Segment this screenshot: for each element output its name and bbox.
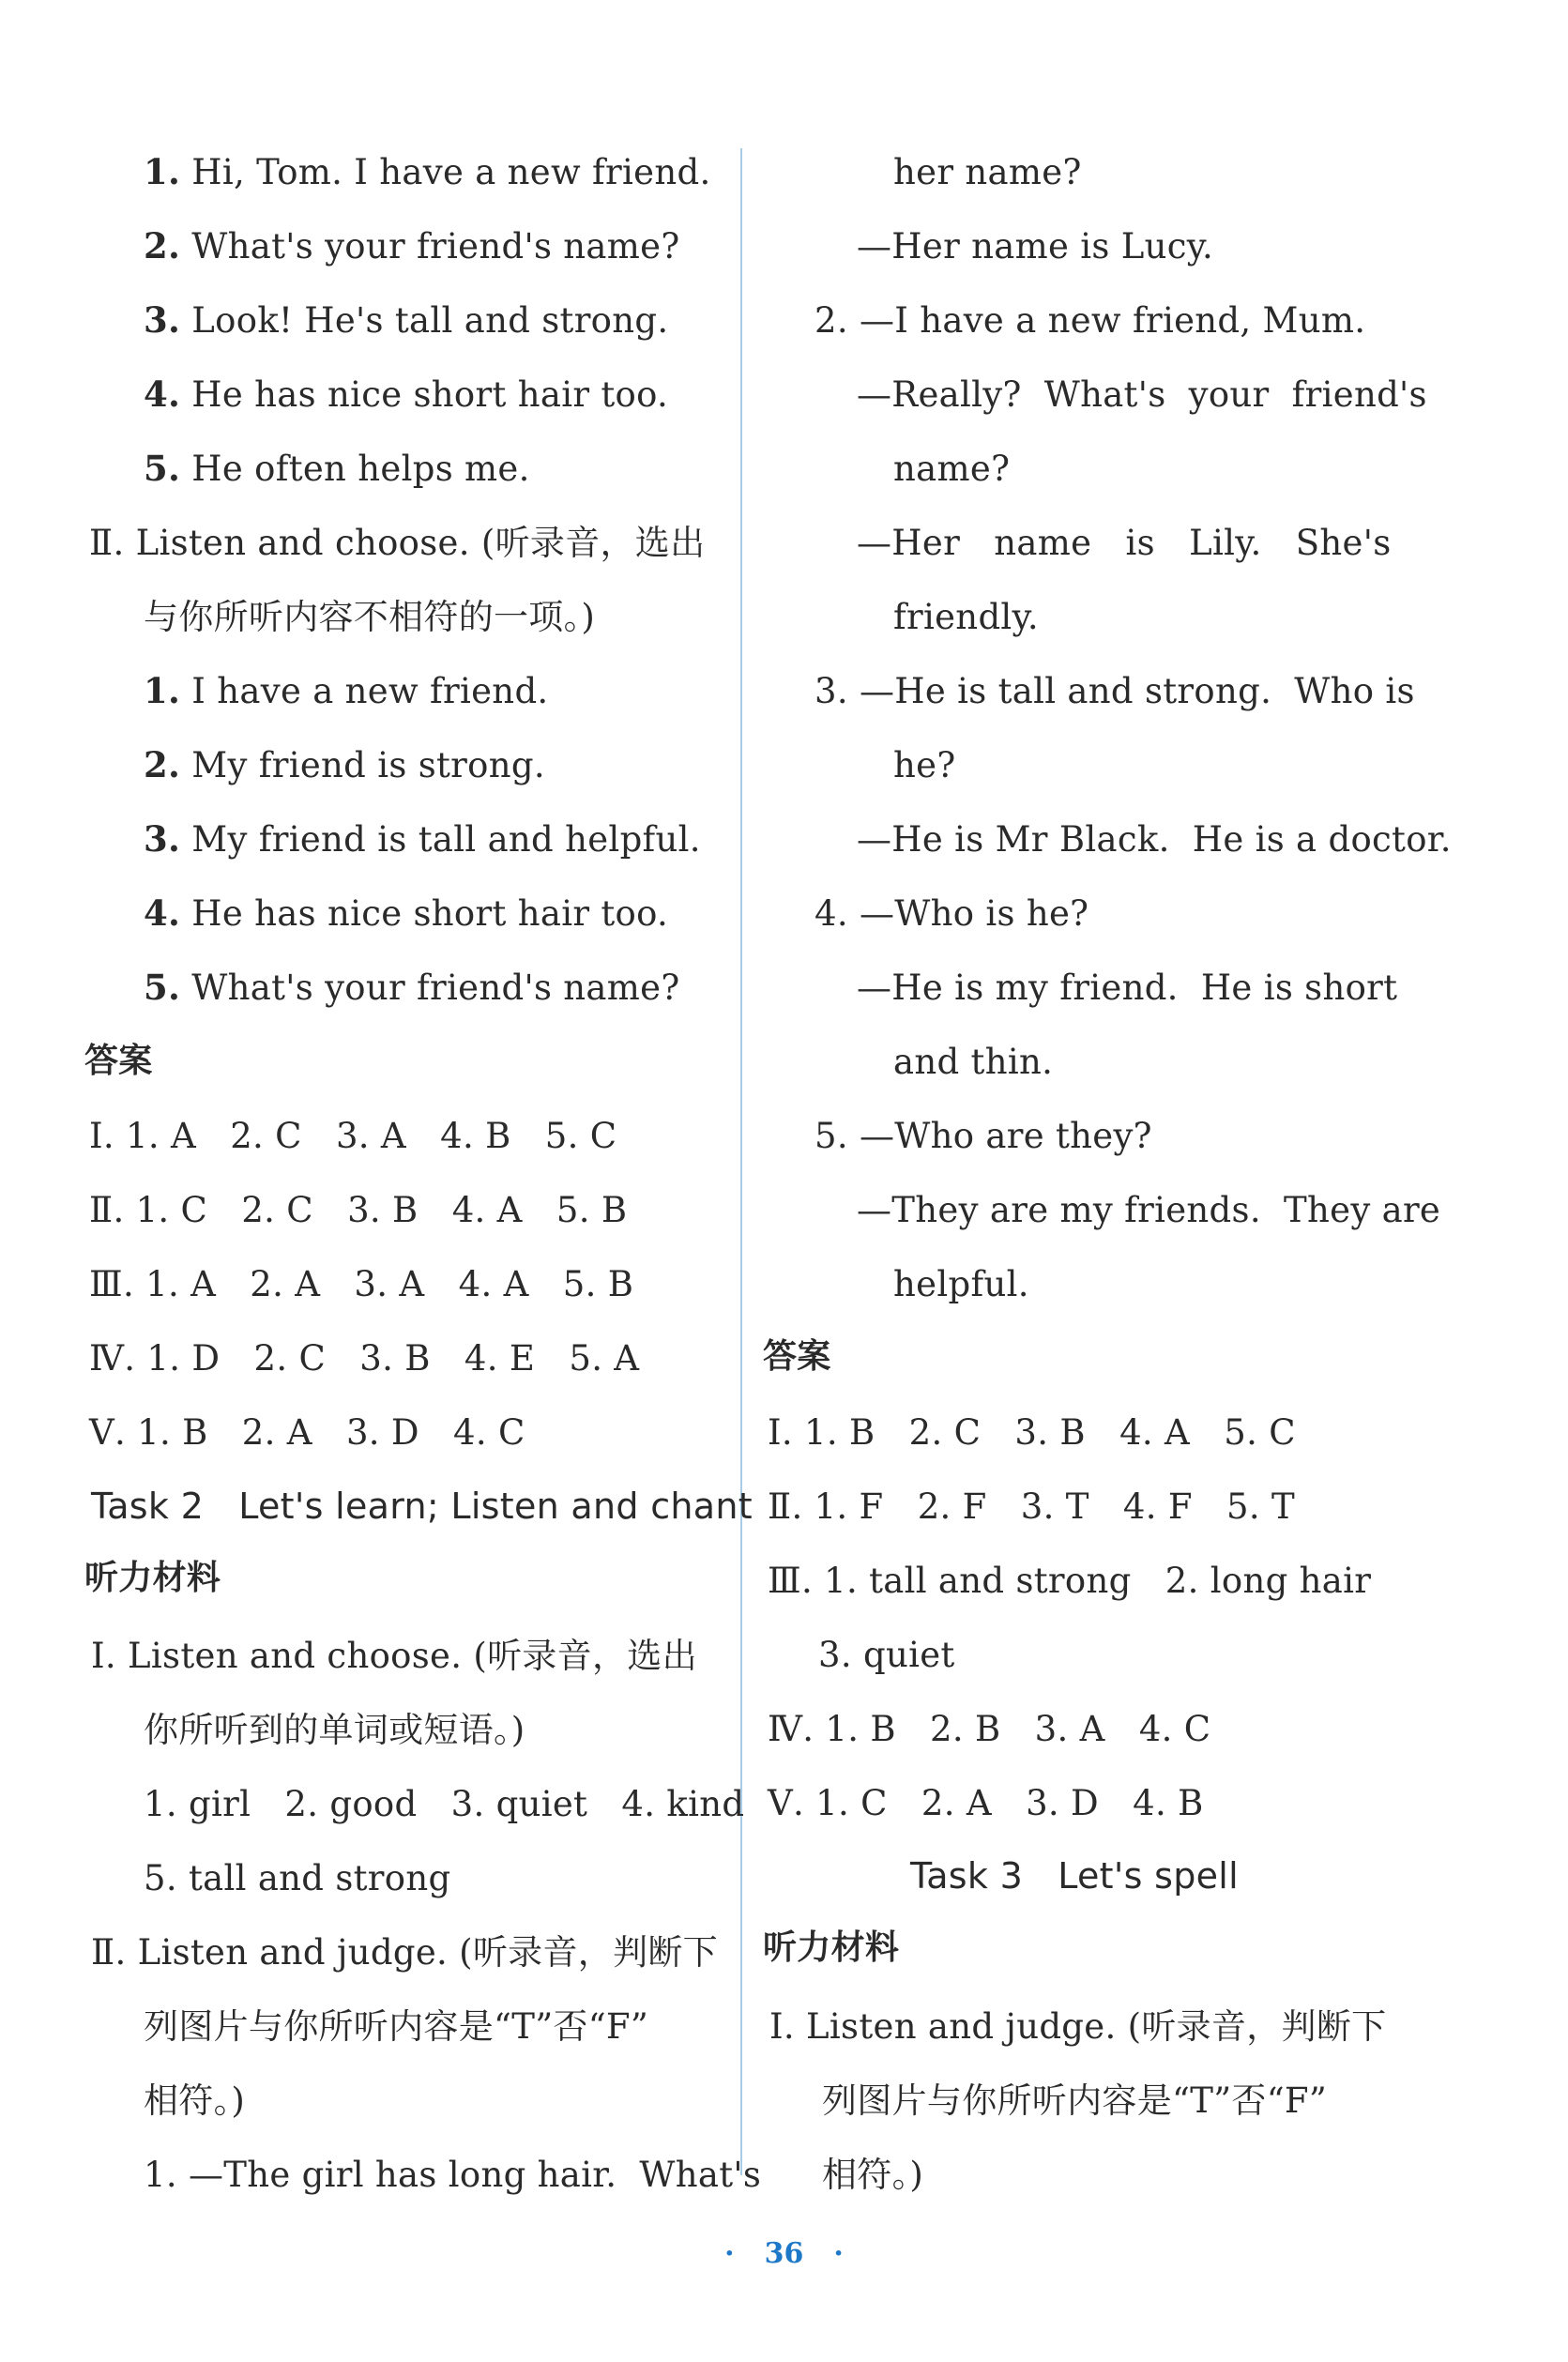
task-title: Task 2 Let's learn; Listen and chant [91,1486,753,1527]
answer-row: Ⅳ. 1. D 2. C 3. B 4. E 5. A [89,1338,640,1379]
footer-dot-right: · [833,2237,844,2270]
dialogue-line: 5. —Who are they? [814,1116,1152,1156]
section-title-continued: 列图片与你所听内容是“T”否“F” [822,2080,1328,2121]
answer-row: Ⅳ. 1. B 2. B 3. A 4. C [768,1709,1211,1749]
dialogue-line: —Her name is Lucy. [857,226,1214,267]
dialogue-line: —Her name is Lily. She's [857,523,1392,563]
dialogue-line: 3. —He is tall and strong. Who is [814,671,1415,711]
answer-row: Ⅱ. 1. F 2. F 3. T 4. F 5. T [768,1486,1295,1527]
listening-heading: 听力材料 [84,1559,221,1597]
section-title: Ⅰ. Listen and judge. (听录音，判断下 [769,2006,1387,2047]
dialogue-line: —Really? What's your friend's [857,374,1427,415]
section-title-continued: 相符。) [144,2080,246,2121]
list-item: 5. He often helps me. [144,448,530,489]
dialogue-line: 2. —I have a new friend, Mum. [814,300,1366,341]
section-title-continued: 相符。) [822,2155,924,2195]
list-item: 3. My friend is tall and helpful. [144,818,701,860]
dialogue-line: and thin. [893,1042,1054,1082]
dialogue-line: —They are my friends. They are [857,1190,1441,1230]
dialogue-line: he? [893,745,956,785]
list-item: 4. He has nice short hair too. [144,373,669,415]
answer-heading: 答案 [84,1042,153,1080]
list-item: 2. What's your friend's name? [144,225,680,267]
dialogue-line: helpful. [893,1264,1029,1304]
section-title: Ⅱ. Listen and judge. (听录音，判断下 [91,1932,718,1973]
list-item: 2. My friend is strong. [144,744,545,785]
answer-row: Ⅴ. 1. B 2. A 3. D 4. C [89,1412,525,1453]
dialogue-line: 4. —Who is he? [814,893,1089,934]
word-list: 1. girl 2. good 3. quiet 4. kind [144,1784,745,1824]
answer-row: Ⅴ. 1. C 2. A 3. D 4. B [768,1783,1204,1823]
section-title-continued: 与你所听内容不相符的一项。) [144,597,596,637]
dialogue-line: —He is Mr Black. He is a doctor. [857,819,1452,860]
dialogue-line: her name? [893,152,1082,192]
section-title: Ⅰ. Listen and choose. (听录音，选出 [91,1636,697,1676]
answer-row: Ⅲ. 1. A 2. A 3. A 4. A 5. B [89,1264,634,1304]
column-divider [740,148,742,2175]
answer-row: Ⅰ. 1. A 2. C 3. A 4. B 5. C [89,1116,617,1156]
dialogue-line: name? [893,449,1011,489]
list-item: 5. What's your friend's name? [144,967,680,1008]
answer-heading: 答案 [763,1337,831,1376]
listening-heading: 听力材料 [763,1928,900,1967]
task-title: Task 3 Let's spell [910,1855,1240,1897]
answer-row: 3. quiet [818,1635,955,1675]
page-footer [0,2237,1568,2270]
section-title: Ⅱ. Listen and choose. (听录音，选出 [89,523,706,563]
section-title-continued: 列图片与你所听内容是“T”否“F” [144,2006,649,2047]
word-list: 5. tall and strong [144,1858,451,1898]
footer-dot-left: · [724,2237,735,2270]
list-item: 1. I have a new friend. [144,670,549,711]
answer-row: Ⅲ. 1. tall and strong 2. long hair [768,1561,1372,1601]
answer-row: Ⅱ. 1. C 2. C 3. B 4. A 5. B [89,1190,628,1230]
dialogue-line: —He is my friend. He is short [857,968,1398,1008]
answer-row: Ⅰ. 1. B 2. C 3. B 4. A 5. C [768,1412,1296,1453]
page-number: 36 [764,2237,804,2270]
list-item: 3. Look! He's tall and strong. [144,299,669,341]
section-title-continued: 你所听到的单词或短语。) [144,1710,525,1750]
list-item: 1. —The girl has long hair. What's [144,2155,762,2195]
dialogue-line: friendly. [893,597,1039,637]
list-item: 4. He has nice short hair too. [144,892,669,934]
list-item: 1. Hi, Tom. I have a new friend. [144,151,711,192]
